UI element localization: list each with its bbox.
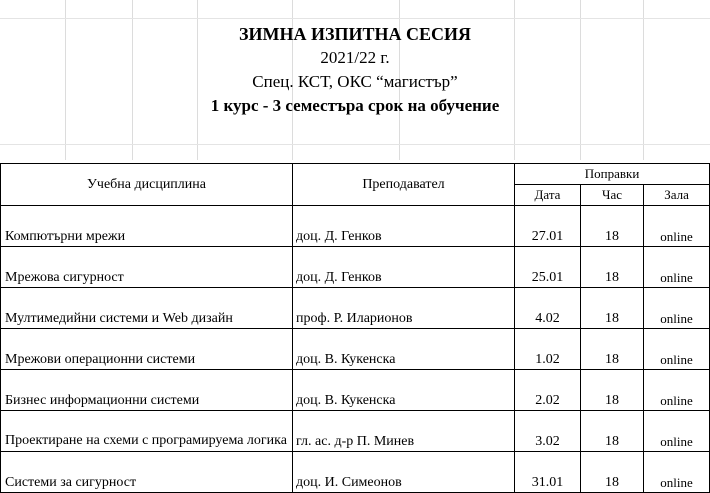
discipline-cell: Мрежова сигурност <box>1 247 293 288</box>
date-cell: 3.02 <box>515 411 581 452</box>
room-cell: online <box>644 206 710 247</box>
exam-schedule-table <box>0 163 710 493</box>
teacher-cell: доц. Д. Генков <box>293 206 515 247</box>
teacher-cell: проф. Р. Иларионов <box>293 288 515 329</box>
time-cell: 18 <box>581 206 644 247</box>
discipline-cell: Мултимедийни системи и Web дизайн <box>1 288 293 329</box>
room-cell: online <box>644 247 710 288</box>
header-room: Зала <box>644 185 710 206</box>
date-cell: 25.01 <box>515 247 581 288</box>
date-cell: 27.01 <box>515 206 581 247</box>
header-discipline: Учебна дисциплина <box>1 164 293 206</box>
room-cell: online <box>644 329 710 370</box>
table-row <box>1 288 710 329</box>
date-cell: 2.02 <box>515 370 581 411</box>
discipline-cell: Мрежови операционни системи <box>1 329 293 370</box>
session-title: ЗИМНА ИЗПИТНА СЕСИЯ <box>238 24 471 44</box>
teacher-cell: доц. В. Кукенска <box>293 370 515 411</box>
room-cell: online <box>644 288 710 329</box>
time-cell: 18 <box>581 288 644 329</box>
table-row <box>1 206 710 247</box>
course-line: 1 курс - 3 семестъра срок на обучение <box>210 96 500 115</box>
teacher-cell: доц. И. Симеонов <box>293 452 515 493</box>
table-row <box>1 452 710 493</box>
time-cell: 18 <box>581 452 644 493</box>
header-time: Час <box>581 185 644 206</box>
discipline-cell: Компютърни мрежи <box>1 206 293 247</box>
teacher-cell: доц. В. Кукенска <box>293 329 515 370</box>
date-cell: 1.02 <box>515 329 581 370</box>
header-teacher: Преподавател <box>293 164 515 206</box>
discipline-cell: Проектиране на схеми с програмируема логика <box>1 411 293 452</box>
document-header <box>0 22 710 118</box>
teacher-cell: доц. Д. Генков <box>293 247 515 288</box>
date-cell: 4.02 <box>515 288 581 329</box>
header-retakes: Поправки <box>515 164 710 185</box>
time-cell: 18 <box>581 247 644 288</box>
table-row <box>1 370 710 411</box>
room-cell: online <box>644 370 710 411</box>
time-cell: 18 <box>581 411 644 452</box>
header-date: Дата <box>515 185 581 206</box>
table-row <box>1 411 710 452</box>
time-cell: 18 <box>581 370 644 411</box>
date-cell: 31.01 <box>515 452 581 493</box>
table-row <box>1 247 710 288</box>
time-cell: 18 <box>581 329 644 370</box>
table-row <box>1 329 710 370</box>
specialty-line: Спец. КСТ, ОКС “магистър” <box>252 72 458 91</box>
room-cell: online <box>644 411 710 452</box>
discipline-cell: Системи за сигурност <box>1 452 293 493</box>
discipline-cell: Бизнес информационни системи <box>1 370 293 411</box>
teacher-cell: гл. ас. д-р П. Минев <box>293 411 515 452</box>
academic-year: 2021/22 г. <box>320 48 390 67</box>
room-cell: online <box>644 452 710 493</box>
